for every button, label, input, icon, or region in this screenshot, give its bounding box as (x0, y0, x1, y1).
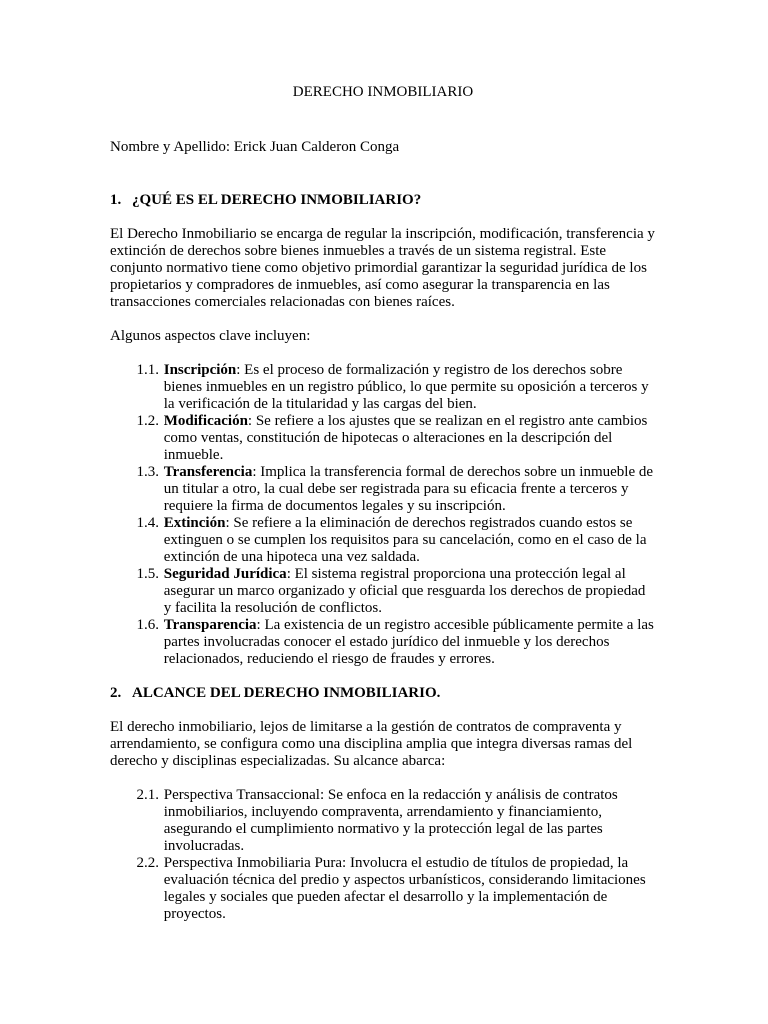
section-1-heading (110, 192, 656, 209)
list-item-number: 2.1. (136, 787, 159, 803)
list-item-number: 1.6. (136, 617, 159, 633)
section-2-heading (110, 685, 656, 702)
list-item-text: : Es el proceso de formalización y registro de los derechos sobre bienes inmuebles en un registro público, lo que permite su oposición a terceros y la verificación de la titularidad y las cargas del bien. (163, 362, 649, 412)
list-item-term: Inscripción (163, 362, 237, 378)
list-item-term: Transferencia (163, 464, 253, 480)
list-item-text: : Implica la transferencia formal de derechos sobre un inmueble de un titular a otro, la cual debe ser registrada para su eficacia frente a terceros y requiere la firma de documentos legales y su inscripción. (163, 464, 654, 514)
list-item-body (164, 617, 656, 668)
list-item-body (164, 464, 656, 515)
list-item-text: : Se refiere a la eliminación de derechos registrados cuando estos se extinguen o se cumplen los requisitos para su cancelación, como en el caso de la extinción de una hipoteca una vez saldada. (163, 515, 647, 565)
section-1-list (110, 362, 656, 668)
list-item-text: Perspectiva Transaccional: Se enfoca en la redacción y análisis de contratos inmobiliarios, incluyendo compraventa, arrendamiento y financiamiento, asegurando el cumplimiento normativo y la protección legal de las partes involucradas. (163, 787, 618, 854)
list-item-body (164, 413, 656, 464)
list-item-body (164, 566, 656, 617)
section-1-intro: Algunos aspectos clave incluyen: (110, 328, 311, 344)
list-item-term: Seguridad Jurídica (163, 566, 287, 582)
section-2-list (110, 787, 656, 923)
section-2-paragraph: El derecho inmobiliario, lejos de limitarse a la gestión de contratos de compraventa y arrendamiento, se configura como una disciplina amplia que integra diversas ramas del derecho y disciplinas especializadas. Su alcance abarca: (110, 719, 633, 769)
list-item-text: : El sistema registral proporciona una protección legal al asegurar un marco organizado y oficial que resguarda los derechos de propiedad y facilita la resolución de conflictos. (163, 566, 646, 616)
list-item (110, 413, 656, 464)
list-item-body (164, 515, 656, 566)
list-item (110, 362, 656, 413)
list-item (110, 464, 656, 515)
list-item-text: : Se refiere a los ajustes que se realizan en el registro ante cambios como ventas, constitución de hipotecas o alteraciones en la descripción del inmueble. (163, 413, 648, 463)
section-1-number: 1. (110, 192, 122, 208)
list-item (110, 787, 656, 855)
list-item-term: Transparencia (163, 617, 257, 633)
list-item-number: 1.3. (136, 464, 159, 480)
section-1-title: ¿QUÉ ES EL DERECHO INMOBILIARIO? (132, 192, 422, 208)
section-1-paragraph: El Derecho Inmobiliario se encarga de regular la inscripción, modificación, transferencia y extinción de derechos sobre bienes inmuebles a través de un sistema registral. Este conjunto normativo tiene como objetivo primordial garantizar la seguridad jurídica de los propietarios y compradores de inmuebles, así como asegurar la transparencia en las transacciones comerciales relacionadas con bienes raíces. (110, 226, 655, 310)
list-item-text: : La existencia de un registro accesible públicamente permite a las partes involucradas conocer el estado jurídico del inmueble y los derechos relacionados, reduciendo el riesgo de fraudes y errores. (163, 617, 654, 667)
author-line: Nombre y Apellido: Erick Juan Calderon Conga (110, 139, 400, 155)
list-item-term: Modificación (163, 413, 248, 429)
list-item-number: 1.2. (136, 413, 159, 429)
section-2-number: 2. (110, 685, 122, 701)
list-item-text: Perspectiva Inmobiliaria Pura: Involucra el estudio de títulos de propiedad, la evaluación técnica del predio y aspectos urbanísticos, considerando limitaciones legales y sociales que pueden afectar el desarrollo y la implementación de proyectos. (163, 855, 646, 922)
list-item-term: Extinción (163, 515, 226, 531)
list-item-body (164, 362, 656, 413)
list-item (110, 855, 656, 923)
list-item-number: 1.4. (136, 515, 159, 531)
list-item-number: 1.1. (136, 362, 159, 378)
list-item (110, 515, 656, 566)
section-2-title: ALCANCE DEL DERECHO INMOBILIARIO. (132, 685, 441, 701)
list-item-number: 1.5. (136, 566, 159, 582)
list-item (110, 617, 656, 668)
list-item (110, 566, 656, 617)
document-title: DERECHO INMOBILIARIO (292, 84, 474, 100)
list-item-number: 2.2. (136, 855, 159, 871)
